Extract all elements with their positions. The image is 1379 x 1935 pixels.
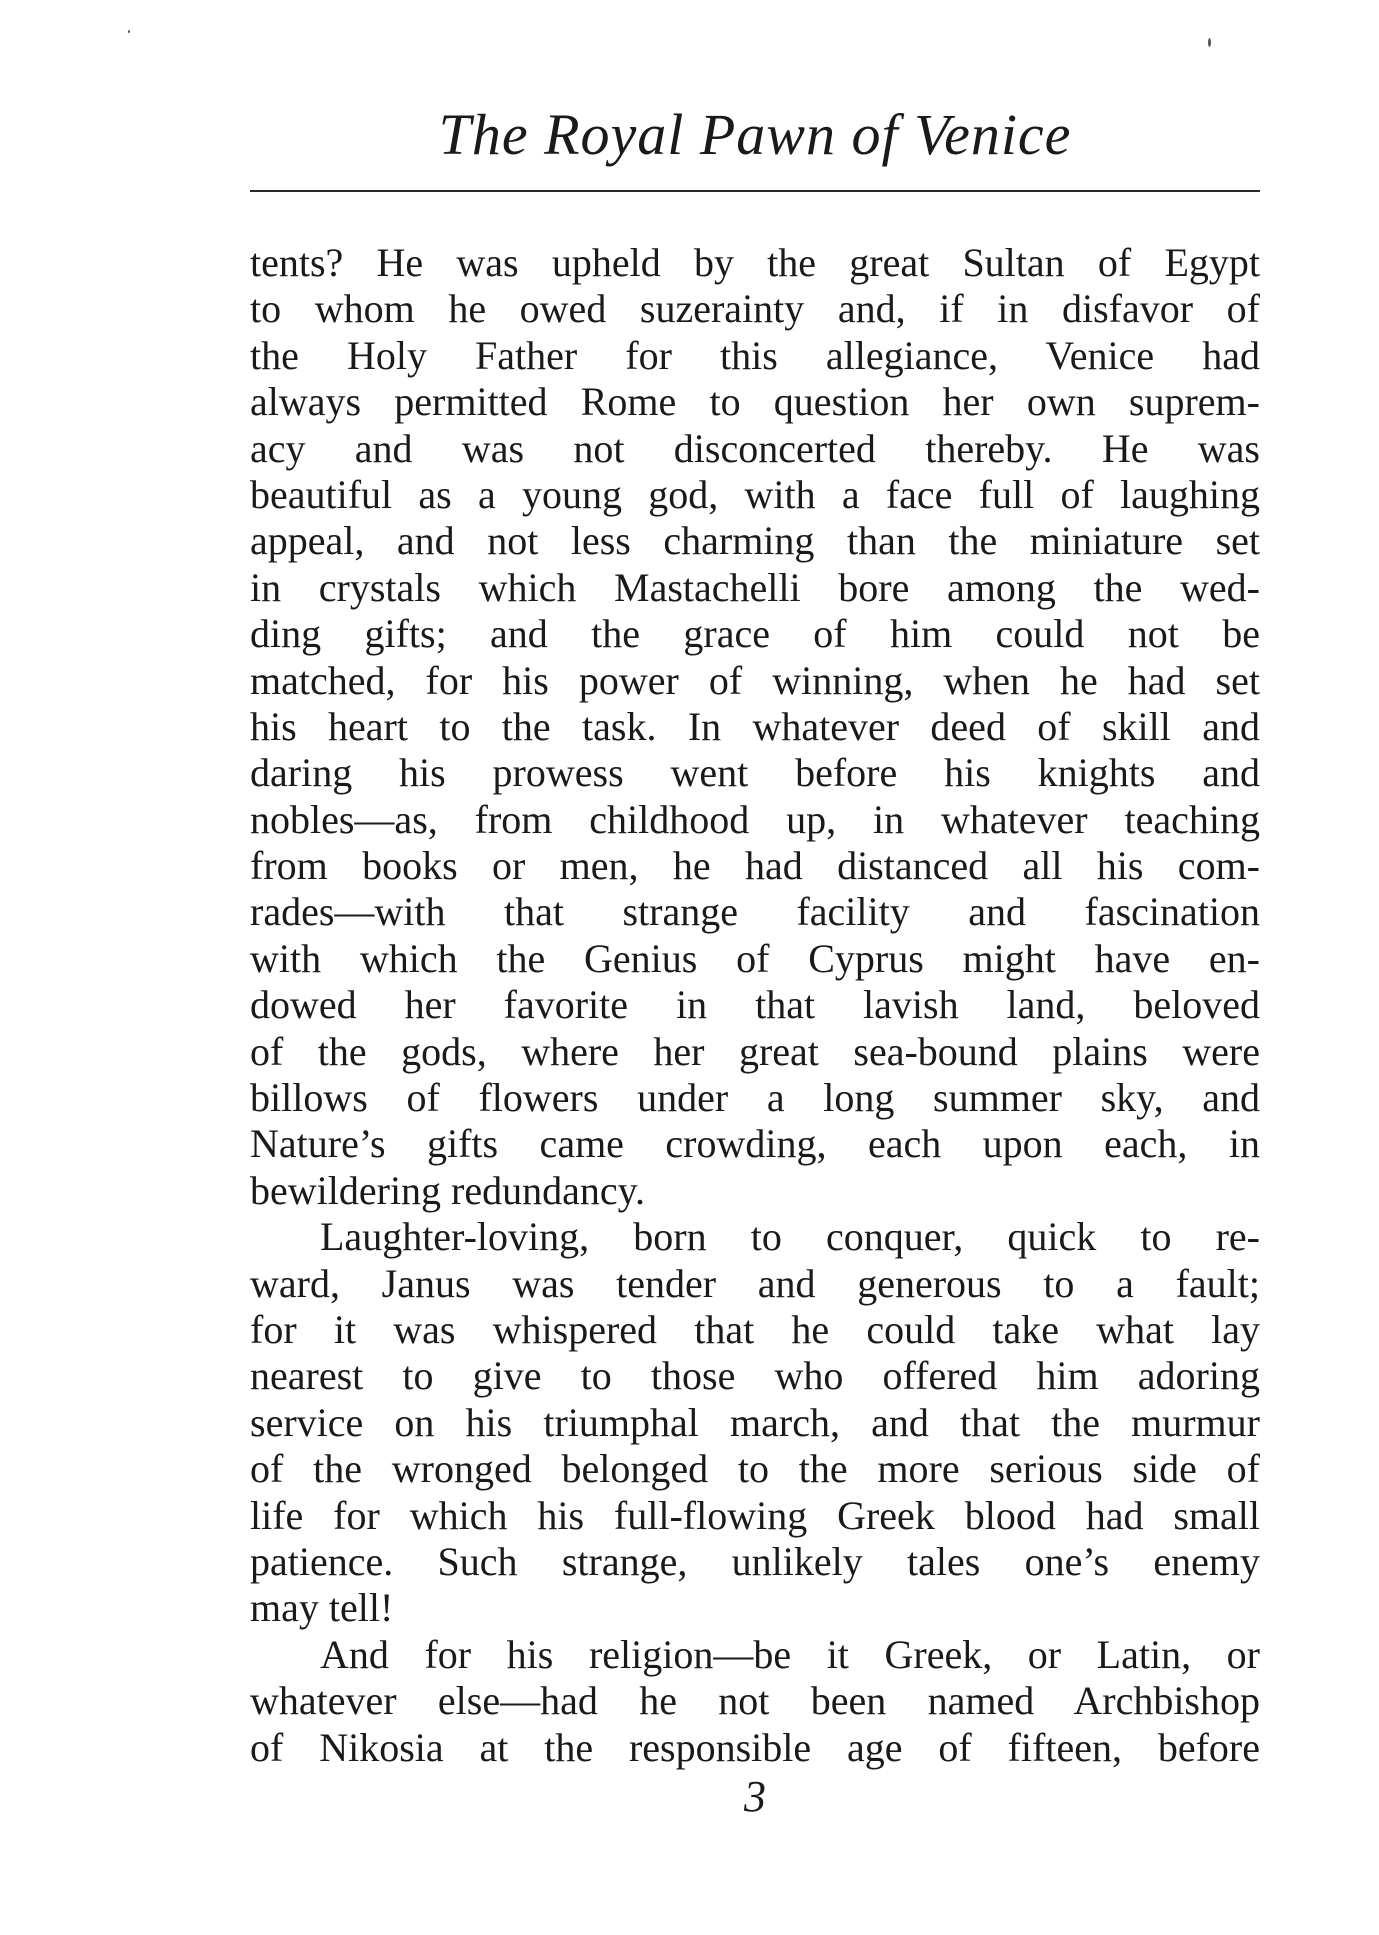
text-line: in crystals which Mastachelli bore among the wed-	[250, 564, 1260, 610]
text-line: bewildering redundancy.	[250, 1167, 646, 1213]
text-line: of Nikosia at the responsible age of fifteen, before	[250, 1724, 1260, 1770]
text-line: of the gods, where her great sea-bound plains were	[250, 1028, 1260, 1074]
text-line: the Holy Father for this allegiance, Venice had	[250, 332, 1260, 378]
text-line: ward, Janus was tender and generous to a fault;	[250, 1260, 1260, 1306]
text-line: whatever else—had he not been named Archbishop	[250, 1678, 1260, 1724]
text-line: service on his triumphal march, and that the murmur	[250, 1399, 1260, 1445]
print-speck	[128, 30, 130, 33]
running-head: The Royal Pawn of Venice	[438, 102, 1072, 167]
text-line: matched, for his power of winning, when he had set	[250, 657, 1260, 703]
text-line: patience. Such strange, unlikely tales one’s enemy	[250, 1538, 1260, 1584]
text-line: Laughter-loving, born to conquer, quick to re-	[320, 1214, 1260, 1260]
print-speck	[1208, 38, 1211, 47]
text-line: nobles—as, from childhood up, in whatever teaching	[250, 796, 1260, 842]
text-line: dowed her favorite in that lavish land, beloved	[250, 982, 1260, 1028]
text-line: with which the Genius of Cyprus might have en-	[250, 935, 1260, 981]
text-line: appeal, and not less charming than the miniature set	[250, 518, 1260, 564]
text-line: always permitted Rome to question her own suprem-	[250, 379, 1260, 425]
body-text	[250, 240, 1260, 1771]
text-line: And for his religion—be it Greek, or Latin, or	[320, 1631, 1260, 1677]
text-line: beautiful as a young god, with a face full of laughing	[250, 471, 1260, 517]
text-line: for it was whispered that he could take what lay	[250, 1306, 1260, 1352]
text-line: rades—with that strange facility and fascination	[250, 889, 1260, 935]
text-line: from books or men, he had distanced all his com-	[250, 843, 1260, 889]
text-line: billows of flowers under a long summer sky, and	[250, 1075, 1260, 1121]
text-line: his heart to the task. In whatever deed of skill and	[250, 703, 1260, 749]
text-line: nearest to give to those who offered him adoring	[250, 1353, 1260, 1399]
text-line: ding gifts; and the grace of him could not be	[250, 611, 1260, 657]
header-rule	[250, 190, 1260, 192]
text-line: life for which his full-flowing Greek blood had small	[250, 1492, 1260, 1538]
text-line: acy and was not disconcerted thereby. He was	[250, 425, 1260, 471]
text-line: of the wronged belonged to the more serious side of	[250, 1446, 1260, 1492]
text-line: tents? He was upheld by the great Sultan of Egypt	[250, 240, 1260, 285]
text-line: Nature’s gifts came crowding, each upon each, in	[250, 1121, 1260, 1167]
text-line: may tell!	[250, 1585, 394, 1631]
text-line: to whom he owed suzerainty and, if in disfavor of	[250, 286, 1260, 332]
page-number: 3	[744, 1772, 766, 1821]
text-line: daring his prowess went before his knights and	[250, 750, 1260, 796]
